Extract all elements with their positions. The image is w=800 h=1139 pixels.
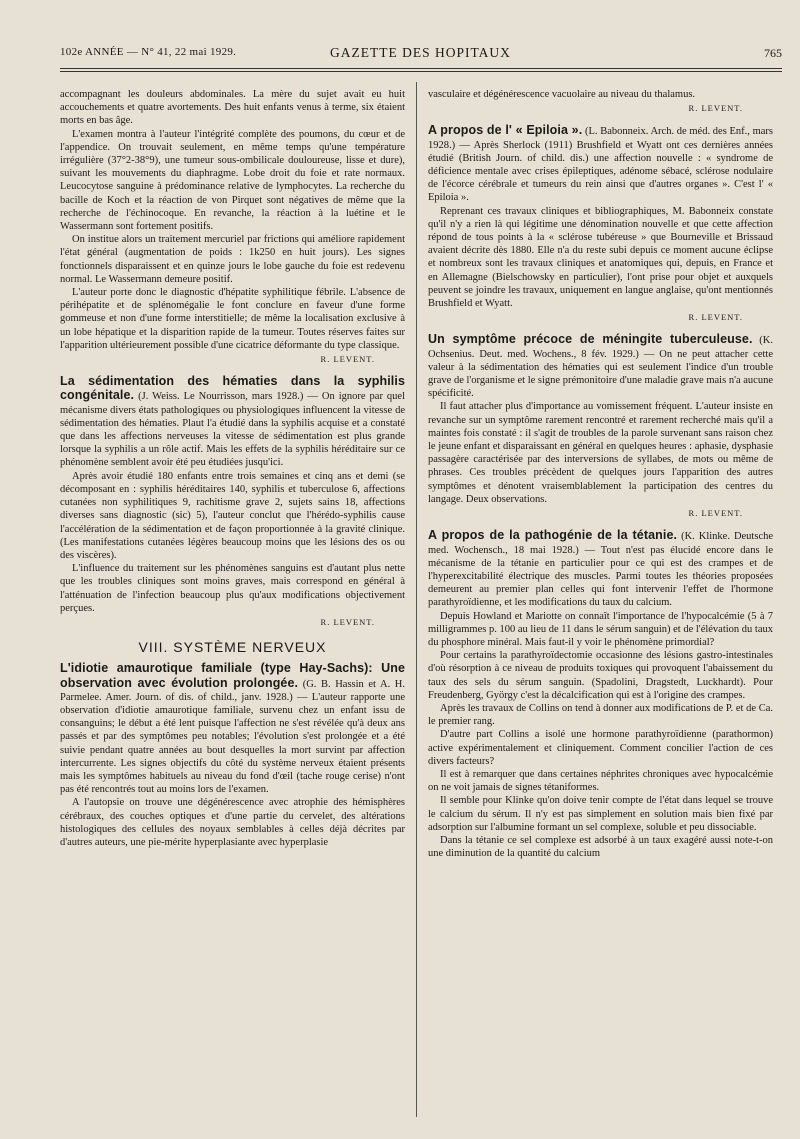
article-abstract (60, 375, 405, 469)
article-title: L'idiotie amaurotique familiale (type Hay-Sachs): Une observation avec évolution prolongée. (60, 661, 405, 690)
right-column (428, 88, 773, 860)
article-text: (J. Weiss. Le Nourrisson, mars 1928.) — On ignore par quel mécanisme divers états pathologiques ou physiologiques influencent la vitesse de sédimentation des hématies. Plaut l'a étudié dans la syphilis acquise et a constaté que dans les affections nerveuses la vitesse de sédimentation est plus grande lorsque la syphilis a un rôle actif. Mais les effets de la syphilis héréditaire sur ce phénomène semblent avoir été peu étudiées jusqu'ici. (60, 391, 405, 469)
paragraph: accompagnant les douleurs abdominales. La mère du sujet avait eu huit accouchements et quatre avortements. Des huit enfants venus à terme, six étaient morts en bas âge. (60, 89, 405, 127)
article-text: (K. Klinke. Deutsche med. Wochensch., 18 mai 1928.) — Tout n'est pas élucidé encore dans le mécanisme de la tétanie en particulier pour ce qui est des crampes et de l'hyperexcitabilité électrique des muscles. Parmi toutes les théories proposées demeurent au premier plan celles qui font intervenir l'effet de l'hormone parathyroïdienne, et les modifications du taux du calcium. (428, 531, 774, 609)
paragraph: A l'autopsie on trouve une dégénérescence avec atrophie des hémisphères cérébraux, des couches optiques et d'une partie du cervelet, des altérations histologiques des cellules des noyaux semblables à celles déjà décrites par d'autres auteurs, une pie-mérite hyperplasiante avec hyperplasie (60, 797, 405, 848)
paragraph: Il est à remarquer que dans certaines néphrites chroniques avec hypocalcémie on ne voit jamais de signes tétaniformes. (428, 768, 773, 794)
article-title: Un symptôme précoce de méningite tuberculeuse. (428, 332, 753, 347)
paragraph: Il faut attacher plus d'importance au vomissement fréquent. L'auteur insiste en revanche sur un symptôme rarement rencontré et rarement recherché mais qu'il a maintes fois constaté : il s'agit de troubles de la parole survenant sans raison chez le jeune enfant et disparaissant en général en quelques heures : aphasie, dysphasie passagère caractérisée par des interversions de syllabes, de mots ou même de phrases. Ces troubles précèdent de quelques jours l'apparition des autres symptômes et dénotent vraisemblablement la participation des centres du langage. Deux observations. (428, 401, 773, 505)
paragraph: Reprenant ces travaux cliniques et bibliographiques, M. Babonneix constate qu'il n'y a rien là qui légitime une dénomination nouvelle et que cette affection répond de tous points à la « sclérose tubéreuse » que Bourneville et Brissaud avaient décrite dès 1880. Elle n'a du reste subi depuis ce moment aucune éclipse et nombreux sont les travaux cliniques et anatomiques qui, depuis, en France et en Allemagne (Bielschowsky en particulier), l'ont prise pour objet et auxquels peuvent se joindre les travaux, uniquement en langue anglaise, qu'ont mentionnés Brushfield et Wyatt. (428, 205, 773, 310)
article-text: (K. Ochsenius. Deut. med. Wochens., 8 fév. 1929.) — On ne peut attacher cette valeur à la sédimentation des hématies qui est seulement l'indice d'un trouble grave de l'organisme et le signe prémonitoire d'une maladie grave mais n'a aucune spécificité. (428, 335, 774, 400)
page-number: 765 (764, 46, 782, 60)
article-abstract (428, 333, 773, 400)
article-text: (L. Babonneix. Arch. de méd. des Enf., mars 1928.) — Après Sherlock (1911) Brushfield et Wyatt ont ces dernières années étudié (British Journ. of child. dis.) une affection nouvelle : « syndrome de déficience mentale avec crises épileptiques, adénome sébacé, sclérose nodulaire de l'écorce cérébrale et tumeurs du rein ainsi que d'autres organes ». C'est l' « Epiloia ». (428, 126, 774, 204)
left-column (60, 88, 405, 849)
article-abstract (60, 662, 405, 796)
issue-info: 102e ANNÉE — N° 41, 22 mai 1929. (60, 46, 237, 58)
paragraph: L'auteur porte donc le diagnostic d'hépatite syphilitique fébrile. L'absence de périhépatite et de splénomégalie le font conclure en faveur d'une forme gommeuse et non d'une forme interstitielle; de même la localisation exclusive à un lobe hépatique et la disparition rapide de la tumeur. Toutes réserves faites sur l'apparition ultérieurement possible d'une cicatrice déformante du type classique. (60, 287, 405, 351)
paragraph: Pour certains la parathyroïdectomie occasionne des lésions gastro-intestinales d'où résorption à ce niveau de produits toxiques qui provoquent l'abaissement du taux des sels du sérum sanguin. (Spadolini, Dragstedt, Luckhardt). Pour Freudenberg, György c'est la décalcification qui est à l'origine des crampes. (428, 650, 773, 701)
paragraph: D'autre part Collins a isolé une hormone parathyroïdienne (parathormon) active expérimentalement et cliniquement. Comment concilier l'action de ces divers facteurs? (428, 729, 773, 767)
author-signature: R. LEVENT. (320, 354, 375, 365)
article-epiloia (428, 124, 773, 324)
section-heading: VIII. SYSTÈME NERVEUX (138, 639, 327, 656)
journal-title: GAZETTE DES HOPITAUX (330, 45, 511, 60)
article-abstract (428, 124, 773, 204)
header-rule-bottom (60, 71, 782, 72)
paragraph: Dans la tétanie ce sel complexe est adsorbé à un taux exagéré aussi note-t-on une diminution de la quantité du calcium (428, 834, 773, 860)
paragraph: Depuis Howland et Mariotte on connaît l'importance de l'hypocalcémie (5 à 7 milligrammes p. 100 au lieu de 11 dans le sérum sanguin) et de l'élévation du taux du phosphore minéral. Mais faut-il y voir le phénomène primordial? (428, 610, 774, 648)
article-meningite (428, 333, 773, 520)
paragraph: L'influence du traitement sur les phénomènes sanguins est d'autant plus nette que les troubles cliniques sont moins graves, mais correspond en général à l'atténuation de l'infection beaucoup plus qu'aux modifications objectivement perçues. (60, 563, 405, 614)
article-abstract (428, 529, 773, 609)
article-text: (G. B. Hassin et A. H. Parmelee. Amer. Journ. of dis. of child., janv. 1928.) — L'auteur rapporte une observation d'idiotie amaurotique familiale, survenu chez un enfant issu de consanguins; le début a été lent puisque l'affection ne s'est révélée qu'à deux ans passés et par des symptômes peu notables; l'évolution s'est prolongée et a été suivie pendant quatre années au bout desquelles la mort survint par affection intercurrente. Les signes objectifs du côté du système nerveux étaient présents mais les symptômes habituels au niveau du fond d'œil (tache rouge cerise) n'ont pas été rencontrés tout au moins lors de l'examen. (60, 678, 405, 796)
paragraph: vasculaire et dégénérescence vacuolaire au niveau du thalamus. (428, 89, 696, 100)
column-divider (416, 82, 417, 1117)
article-title: La sédimentation des hématies dans la syphilis congénitale. (60, 374, 405, 403)
paragraph: Il semble pour Klinke qu'on doive tenir compte de l'état dans lequel se trouve le calcium du sérum. Il n'y est pas simplement en solution mais bien fixé par adsorption sur l'albumine formant un sel complexe, soluble et peu dissociable. (428, 795, 773, 833)
page-header (60, 46, 782, 66)
article-sedimentation (60, 375, 405, 629)
article-tetanie (428, 529, 773, 860)
article-title: A propos de la pathogénie de la tétanie. (428, 528, 678, 543)
article-idiotie (60, 662, 405, 849)
paragraph: Après les travaux de Collins on tend à donner aux modifications de P. et de Ca. le premier rang. (428, 702, 773, 728)
author-signature: R. LEVENT. (688, 312, 743, 323)
article-title: A propos de l' « Epiloia ». (428, 123, 583, 138)
author-signature: R. LEVENT. (320, 616, 375, 627)
author-signature: R. LEVENT. (688, 508, 743, 519)
paragraph: L'examen montra à l'auteur l'intégrité complète des poumons, du cœur et de l'appendice. On trouvait seulement, en même temps qu'une température irrégulière (37°2-38°9), une tumeur sous-ombilicale douloureuse, lisse et dure), suivant les mouvements du diaphragme. Lobe droit du foie et rate normaux. Leucocytose sanguine à prédominance relative de lymphocytes. La recherche du bacille de Koch et la réaction de von Pirquet sont négatives de même que la recherche de l'échinocoque. En revanche, la réaction à la luétine et le Wassermann sont fortement positifs. (60, 128, 405, 233)
paragraph: Après avoir étudié 180 enfants entre trois semaines et cinq ans et demi (se décomposant en : syphilis héréditaires 140, syphilis et tuberculose 6, affections cutanées non syphilitiques 9, rachitisme grave 2, sujets sains 18, affections diverses sans diagnostic (sic) 5), l'auteur conclut que l'hérédo-syphilis cause l'accélération de la sédimentation et de façon proportionnée à la gravité clinique. (Les manifestations cutanées légères beaucoup moins que les lésions des os ou des viscères). (60, 470, 405, 561)
author-signature: R. LEVENT. (688, 103, 743, 114)
header-rule-top (60, 68, 782, 69)
paragraph: On institue alors un traitement mercuriel par frictions qui améliore rapidement l'état général (augmentation de poids : 1k250 en huit jours). Les signes fonctionnels disparaissent et en quinze jours le lobe gauche du foie est redevenu normal. Le Wassermann demeure positif. (60, 234, 405, 285)
